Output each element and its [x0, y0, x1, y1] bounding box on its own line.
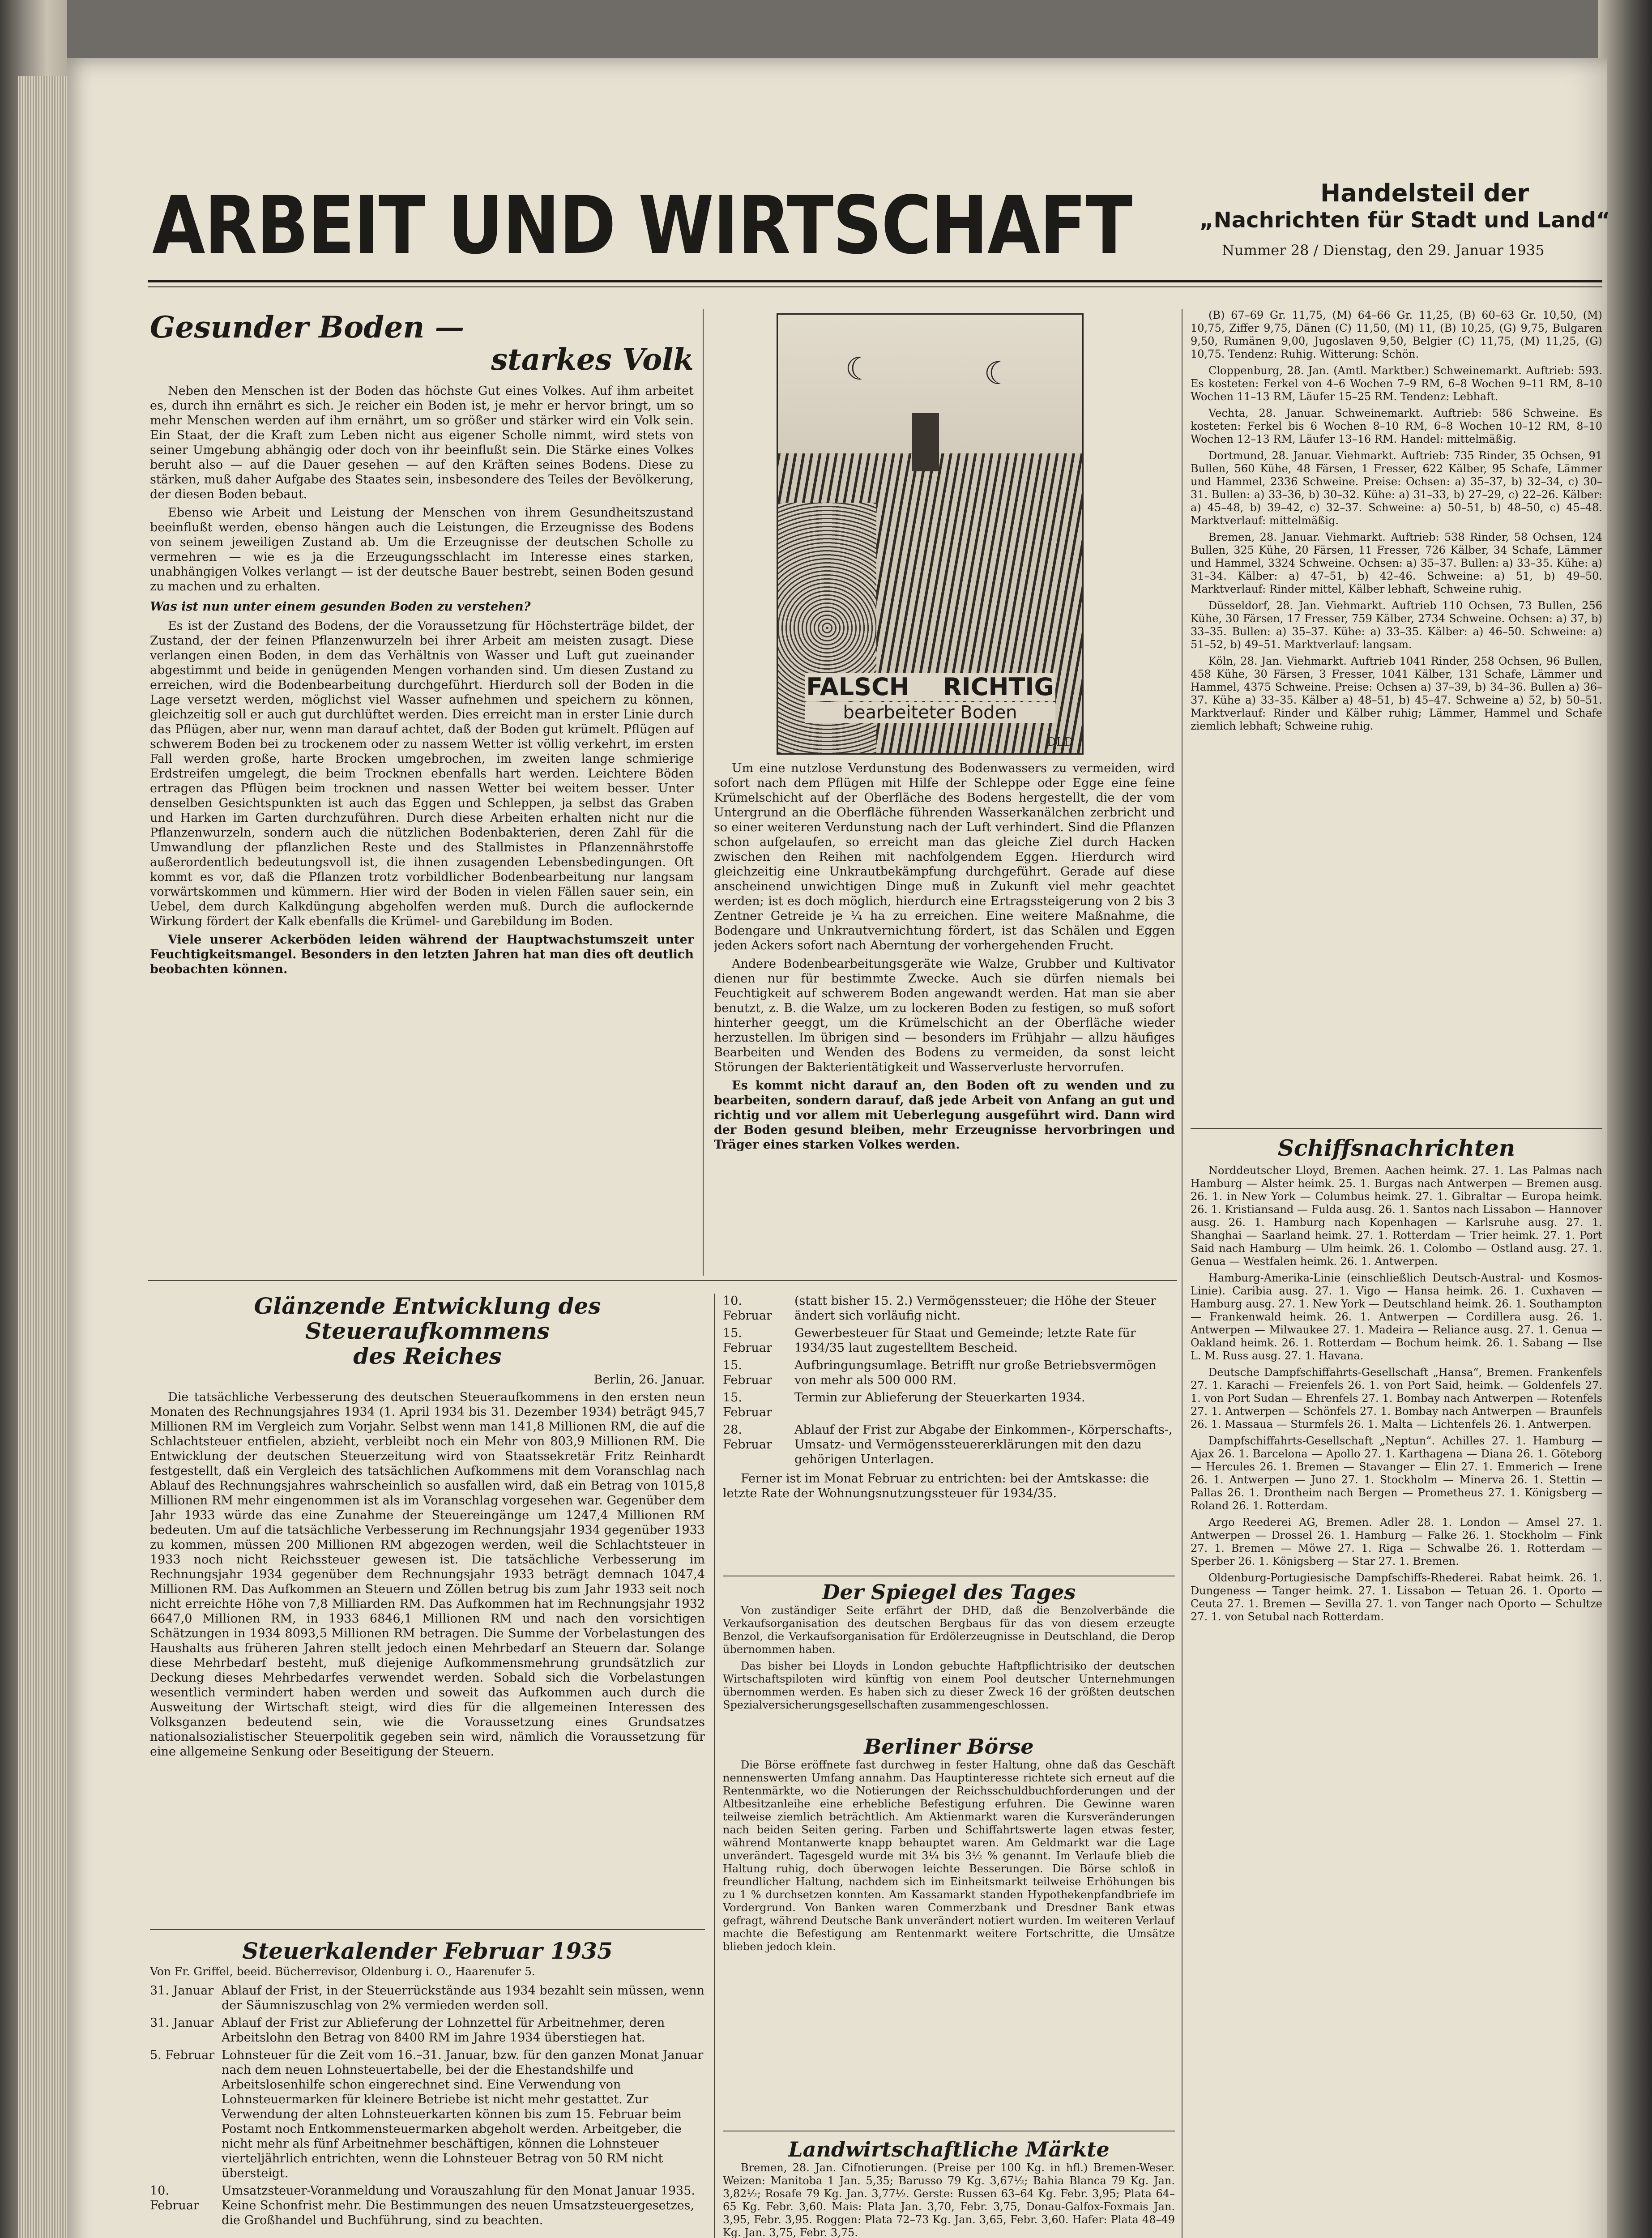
article-steuerkalender: [150, 1938, 705, 2238]
market-report: Dortmund, 28. Januar. Viehmarkt. Auftrieb: 735 Rinder, 35 Ochsen, 91 Bullen, 560 Kühe, 48 Färsen, 1 Fresser, 622 Kälber, 95 Schafe, Lämmer und Hammel, 2336 Schweine. Preise: Ochsen: a) 35–37, b) 32–34, c) 30–31. Bullen: a) 33–36, b) 30–32. Kühe: a) 31–33, b) 27–29, c) 22–26. Kälber: a) 45–48, b) 39–42, c) 32–37. Schweine: a) 50–51, b) 48–50, c) 45–48. Marktverlauf: mittelmäßig.: [1191, 449, 1602, 527]
steuer-paragraph: Die tatsächliche Verbesserung des deutschen Steueraufkommens in den ersten neun Monaten des Rechnungsjahres 1934 (1. April 1934 bis 31. Dezember 1934) beträgt 945,7 Millionen RM im Vergleich zum Vorjahr. Selbst wenn man 141,8 Millionen RM, die auf die Schlachtsteuer entfielen, abzieht, verbleibt noch ein Mehr von 803,9 Millionen RM. Die Entwicklung der deutschen Steuerzeitung wird von Staatssekretär Fritz Reinhardt festgestellt, daß ein Vergleich des tatsächlichen Aufkommens mit dem Voranschlag nach Ablauf des Rechnungsjahres wahrscheinlich so ausfallen wird, daß ein Betrag von 1015,8 Millionen RM mehr eingenommen ist als im Voranschlag vorgesehen war. Gegenüber dem Jahr 1933 würde das eine Zunahme der Steuereingänge um 1247,4 Millionen RM bedeuten. Um auf die tatsächliche Verbesserung im Rechnungsjahr 1934 gegenüber 1933 zu kommen, müssen 200 Millionen RM abgezogen werden, weil die Schlachtsteuer in 1933 noch nicht Reichssteuer gewesen ist. Die tatsächliche Verbesserung im Rechnungsjahr 1934 gegenüber dem Rechnungsjahr 1933 beträgt demnach 1047,4 Millionen RM. Das Aufkommen an Steuern und Zöllen betrug bis zum Jahr 1933 seit noch nicht erreichte Höhe von 7,8 Milliarden RM. Das Aufkommen hat im Rechnungsjahr 1932 6647,0 Millionen RM, in 1933 6846,1 Millionen RM und nach den vorsichtigen Schätzungen in 1934 8093,5 Millionen RM betragen. Die Summe der Vorbelastungen des Haushalts aus früheren Jahren stellt jedoch einen Mehrbedarf an Steuern dar. Solange diese Mehrbedarf besteht, muß diejenige Aufkommensmehrung grundsätzlich zur Deckung dieses Mehrbedarfes verwendet werden. Sobald sich die Vorbelastungen wesentlich vermindert haben werden und soweit das Aufkommen auch durch die Ausweitung der Wirtschaft steigt, wird dies für die allgemeinen Interessen des Volksganzen bedeutend sein, wie die Voraussetzung eines Grundsatzes nationalsozialistischer Steuerpolitik gegeben sein wird, nämlich die Voraussetzung für eine allgemeine Senkung oder Beseitigung der Steuern.: [150, 1390, 705, 1759]
kalender-text: Ablauf der Frist zur Abgabe der Einkommen-, Körperschafts-, Umsatz- und Vermögenssteuererklärungen mit den dazu gehörigen Unterlagen.: [794, 1423, 1173, 1466]
market-reports: [1191, 309, 1602, 1123]
kalender-entry: [150, 2183, 705, 2228]
steuer-headline-3: des Reiches: [353, 1343, 502, 1369]
kalender-text: Ablauf der Frist, in der Steuerrückstände aus 1934 bezahlt sein müssen, wenn der Säumniszuschlag von 2% vermieden werden soll.: [222, 1984, 704, 2012]
kalender-date: 15. Februar: [723, 1391, 772, 1419]
kalender-date: 10. Februar: [150, 2184, 199, 2212]
masthead-title: ARBEIT UND WIRTSCHAFT: [152, 179, 1132, 272]
steuer-dateline: Berlin, 26. Januar.: [593, 1373, 705, 1387]
boden-headline-2: starkes Volk: [491, 342, 694, 377]
kalender-entry: [723, 1326, 1175, 1355]
boden-paragraph: Es ist der Zustand des Bodens, der die Voraussetzung für Höchsterträge bildet, der Zustand, der der feinen Pflanzenwurzeln bei ihrer Arbeit am meisten zusagt. Diese verlangen einen Boden, in dem das Verhältnis von Wasser und Luft gut zueinander abgestimmt und beide in genügenden Mengen vorhanden sind. Um diesen Zustand zu erreichen, wird die Bodenbearbeitung durchgeführt. Hierdurch soll der Boden in die Lage versetzt werden, möglichst viel Wasser aufnehmen und speichern zu können, gleichzeitig soll er auch gut durchlüftet werden. Dies erreicht man in erster Linie durch das Pflügen, aber nur, wenn man darauf achtet, daß der Boden gut krümelt. Pflügen auf schwerem Boden bei zu trockenem oder zu nassem Wetter ist völlig verkehrt, im ersten Fall werden große, harte Brocken umgebrochen, im zweiten lange schmierige Erdstreifen umgelegt, die beim Trocknen ebenfalls hart werden. Leichtere Böden ertragen das Pflügen beim trocknen und nassen Wetter bei weitem besser. Unter denselben Gesichtspunkten ist auch das Eggen und Schleppen, ja selbst das Graben und Harken im Garten durchzuführen. Durch diese Arbeiten erhalten nicht nur die Pflanzenwurzeln, sondern auch die nützlichen Bodenbakterien, deren Zahl für die Umwandlung der pflanzlichen Reste und des Stallmistes in Pflanzennährstoffe außerordentlich bedeutungsvoll ist, die ihnen zusagenden Lebensbedingungen. Oft kommt es vor, daß die Pflanzen trotz vorbildlicher Bodenbearbeitung nur langsam vorwärtskommen und kümmern. Hier wird der Boden in vielen Fällen sauer sein, ein Uebel, dem durch Kalkdüngung abgeholfen werden muß. Durch die auflockernde Wirkung fördert der Kalk ebenfalls die Krümel- und Garebildung im Boden.: [150, 619, 694, 928]
section-rule: [150, 1929, 705, 1930]
kalender-date: 10. Februar: [723, 1294, 772, 1323]
kalender-entry: [723, 1294, 1175, 1323]
boden-paragraph: Ebenso wie Arbeit und Leistung der Menschen von ihrem Gesundheitszustand beeinflußt werden, ebenso hängen auch die Leistungen, die Erzeugnisse des Bodens von seinem jeweiligen Zustand ab. Um die Erzeugnisse der deutschen Scholle zu vermehren — wie es ja die Erzeugungsschlacht im Interesse eines starken, unabhängigen Volkes verlangt — ist der deutsche Bauer bestrebt, seinen Boden gesund zu machen und zu erhalten.: [150, 506, 694, 594]
ship-report: Argo Reederei AG, Bremen. Adler 28. 1. London — Amsel 27. 1. Antwerpen — Drossel 26. 1. Hamburg — Falke 26. 1. Stockholm — Fink 27. 1. Bremen — Möwe 27. 1. Riga — Schwalbe 26. 1. Rotterdam — Sperber 26. 1. Königsberg — Star 27. 1. Bremen.: [1191, 1516, 1602, 1567]
issue-line: Nummer 28 / Dienstag, den 29. Januar 1935: [1222, 242, 1545, 259]
kalender-headline: Steuerkalender Februar 1935: [242, 1938, 613, 1964]
spiegel-headline: Der Spiegel des Tages: [822, 1580, 1076, 1604]
boden-paragraph: Andere Bodenbearbeitungsgeräte wie Walze, Grubber und Kultivator dienen nur für bestimmte Zwecke. Auch sie dürfen niemals bei Feuchtigkeit auf schwerem Boden angewandt werden. Hat man sie aber benutzt, z. B. die Walze, um zu lockeren Boden zu festigen, so muß sofort hinterher geeggt, um die Krümelschicht an der Oberfläche wieder herzustellen. Im übrigen sind — besonders im Frühjahr — allzu häufiges Bearbeiten und Wenden des Bodens zu vermeiden, da sonst leicht Störungen der Bakterientätigkeit und Wasserverluste hervorrufen.: [714, 957, 1175, 1074]
article-boerse: [723, 1734, 1175, 2128]
kalender-text: Termin zur Ablieferung der Steuerkarten 1934.: [794, 1391, 1085, 1405]
column-rule: [714, 1294, 715, 2238]
church-icon: [912, 413, 939, 471]
section-rule: [148, 1280, 1177, 1281]
kalender-text: Aufbringungsumlage. Betrifft nur große Betriebsvermögen von mehr als 500 000 RM.: [794, 1358, 1157, 1387]
boden-paragraph: Es kommt nicht darauf an, den Boden oft zu wenden und zu bearbeiten, sondern darauf, daß jede Arbeit von Anfang an gut und richtig und vor allem mit Ueberlegung ausgeführt wird. Dann wird der Boden gesund bleiben, mehr Erzeugnisse hervorbringen und Träger eines starken Volkes werden.: [714, 1079, 1175, 1152]
moon-icon: ☾: [984, 355, 1012, 392]
boden-illustration: [777, 313, 1084, 755]
label-richtig: RICHTIG: [943, 673, 1054, 701]
market-report: Cloppenburg, 28. Jan. (Amtl. Marktber.) Schweinemarkt. Auftrieb: 593. Es kosteten: Ferkel von 4–6 Wochen 7–9 RM, 6–8 Wochen 9–11 RM, 8–10 Wochen 11–13 RM, Läufer 15–25 RM. Tendenz: Lebhaft.: [1191, 364, 1602, 403]
section-rule: [1191, 1128, 1602, 1129]
masthead-rule-thin: [148, 286, 1602, 287]
kalender-entry: [150, 2016, 705, 2045]
kalender-text: Lohnsteuer für die Zeit vom 16.–31. Januar, bzw. für den ganzen Monat Januar nach dem neuen Lohnsteuertabelle, bei der die Ehestandshilfe und Arbeitslosenhilfe schon eingerechnet sind. Eine Verwendung von Lohnsteuermarken für kleinere Betriebe ist nicht mehr gestattet. Zur Verwendung der alten Lohnsteuerkarten können bis zum 15. Februar beim Postamt noch Entkommensteuermarken abgeholt werden. Arbeitgeber, die nicht mehr als fünf Arbeitnehmer beschäftigen, können die Lohnsteuer vierteljährlich entrichten, wenn die Lohnsteuer Betrag von 50 RM nicht übersteigt.: [222, 2048, 704, 2180]
boden-paragraph: Um eine nutzlose Verdunstung des Bodenwassers zu vermeiden, wird sofort nach dem Pflügen mit Hilfe der Schleppe oder Egge eine feine Krümelschicht auf der Oberfläche des Bodens hergestellt, die der vom Untergrund an die Oberfläche führenden Wasserkanälchen zerbricht und so einer weiteren Verdunstung nach der Luft verhindert. Sind die Pflanzen schon aufgelaufen, so erreicht man das gleiche Ziel durch Hacken zwischen den Reihen mit nachfolgendem Eggen. Hierdurch wird gleichzeitig eine Unkrautbekämpfung durchgeführt. Gerade auf diese anscheinend unwichtigen Dinge muß in Zukunft viel mehr geachtet werden; ist es doch möglich, hierdurch eine Ertragssteigerung von 2 bis 3 Zentner Getreide je ¼ ha zu erreichen. Eine weitere Maßnahme, die Bodengare und Unkrautvernichtung fördert, ist das Schälen und Eggen jeden Ackers sofort nach Aberntung der vorhergehenden Frucht.: [714, 761, 1175, 952]
market-report: Bremen, 28. Januar. Viehmarkt. Auftrieb: 538 Rinder, 58 Ochsen, 124 Bullen, 325 Kühe, 20 Färsen, 11 Fresser, 726 Kälber, 34 Schafe, Lämmer und Hammel, 3324 Schweine. Ochsen: a) 35–37. Bullen: a) 33–35. Kühe: a) 31–34. Kälber: a) 47–51, b) 42–46. Schweine: a) 51, b) 49–50. Marktverlauf: Rinder mittel, Kälber lebhaft, Schweine ruhig.: [1191, 531, 1602, 595]
article-boden-col1: [150, 311, 694, 1273]
market-report: Köln, 28. Jan. Viehmarkt. Auftrieb 1041 Rinder, 258 Ochsen, 96 Bullen, 458 Kühe, 30 Färsen, 3 Fresser, 1041 Kälber, 131 Schafe, Lämmer und Hammel, 4375 Schweine. Preise: Ochsen a) 37–39, b) 34–36. Bullen a) 36–37. Kühe a) 33–35. Kälber a) 48–51, b) 45–47. Schweine a) 52, b) 50–51. Marktverlauf: Rinder und Kälber ruhig; Lämmer, Hammel und Schafe ziemlich lebhaft; Schweine ruhig.: [1191, 655, 1602, 732]
kalender-date: 28. Februar: [723, 1423, 772, 1452]
kalender-byline: Von Fr. Griffel, beeid. Bücherrevisor, Oldenburg i. O., Haarenufer 5.: [150, 1965, 535, 1978]
boden-paragraph: Neben den Menschen ist der Boden das höchste Gut eines Volkes. Auf ihm arbeitet es, durch ihn ernährt es sich. Je reicher ein Boden ist, je mehr er hervor bringt, um so mehr Menschen werden auf ihm ernährt, um so größer und stärker wird ein Volk sein. Ein Staat, der die Kraft zum Leben nicht aus eigener Scholle nimmt, wird stets von seiner Umgebung abhängig oder doch von ihr beeinflußt sein. Die Stärke eines Volkes beruht also — auf die Dauer gesehen — auf den Kräften seines Bodens. Diese zu stärken, muß daher Aufgabe des Staates sein, insbesondere des Teiles der Bevölkerung, der diesen Boden bebaut.: [150, 384, 694, 501]
kalender-entry: [150, 2048, 705, 2181]
kalender-date: 31. Januar: [150, 1984, 214, 1998]
masthead-handelsteil: Handelsteil der: [1320, 179, 1529, 207]
ship-report: Deutsche Dampfschiffahrts-Gesellschaft „Hansa“, Bremen. Frankenfels 27. 1. Karachi — Freienfels 26. 1. von Port Said, heimk. — Goldenfels 27. 1. von Port Sudan — Ehrenfels 27. 1. Bombay nach Antwerpen — Rotenfels 27. 1. Antwerpen — Schönfels 27. 1. Bombay nach Antwerpen — Braunfels 26. 1. Massaua — Sturmfels 26. 1. Malta — Lichtenfels 26. 1. Antwerpen.: [1191, 1366, 1602, 1431]
kalender-date: 15. Februar: [723, 1358, 772, 1387]
page-stack: [18, 76, 67, 2238]
illustration-label: [805, 673, 1055, 701]
kalender-date: 15. Februar: [723, 1326, 772, 1355]
kalender-text: (statt bisher 15. 2.) Vermögenssteuer; die Höhe der Steuer ändert sich vorläufig nicht.: [794, 1294, 1157, 1323]
market-report: Düsseldorf, 28. Jan. Viehmarkt. Auftrieb 110 Ochsen, 73 Bullen, 256 Kühe, 30 Färsen, 17 Fresser, 759 Kälber, 2734 Schweine. Ochsen: a) 37, b) 33–35. Bullen: a) 35–37. Kühe: a) 33–35. Kälber: a) 46–50. Schweine: a) 51–52, b) 49–51. Marktverlauf: langsam.: [1191, 599, 1602, 651]
moon-icon: ☾: [845, 350, 873, 387]
ship-report: Oldenburg-Portugiesische Dampfschiffs-Rhederei. Rabat heimk. 26. 1. Dungeness — Tanger heimk. 27. 1. Lissabon — Tetuan 26. 1. Oporto — Ceuta 27. 1. Bremen — Sevilla 27. 1. von Tanger nach Oporto — Schultze 27. 1. von Setubal nach Rotterdam.: [1191, 1572, 1602, 1623]
masthead-rule: [148, 280, 1602, 282]
kalender-text: Umsatzsteuer-Voranmeldung und Vorauszahlung für den Monat Januar 1935. Keine Schonfrist mehr. Die Bestimmungen des neuen Umsatzsteuergesetzes, die Großhandel und Buchführung, sind zu beachten.: [222, 2184, 695, 2227]
article-schiffsnachrichten: [1191, 1135, 1602, 2238]
illustration-caption: bearbeiteter Boden: [805, 702, 1055, 723]
boerse-headline: Berliner Börse: [864, 1734, 1034, 1759]
market-report: (B) 67–69 Gr. 11,75, (M) 64–66 Gr. 11,25, (B) 60–63 Gr. 10,50, (M) 10,75, Ziffer 9,75, Dänen (C) 11,50, (M) 11, (B) 10,25, (G) 9,75, Bulgaren 9,50, Rumänen 9,00, Jugoslaven 9,50, Belgier (C) 11,75, (M) 11,25, (G) 10,75. Tendenz: Ruhig. Witterung: Schön.: [1191, 309, 1602, 360]
maerkte-paragraph: Bremen, 28. Jan. Cifnotierungen. (Preise per 100 Kg. in hfl.) Bremen-Weser. Weizen: Manitoba 1 Jan. 5,35; Barusso 79 Kg. 3,67½; Bahia Blanca 79 Kg. Jan. 3,82½; Rosafe 79 Kg. Jan. 3,77½. Gerste: Russen 63–64 Kg. Febr. 3,95; Plata 64–65 Kg. Febr. 3,60. Mais: Plata Jan. 3,70, Febr. 3,75, Donau-Galfox-Foxmais Jan. 3,95, Febr. 3,95. Roggen: Plata 72–73 Kg. Jan. 3,65, Febr. 3,60. Hafer: Plata 48–49 Kg. Jan. 3,75, Febr. 3,75.: [723, 2161, 1175, 2238]
kalender-entry: [723, 1358, 1175, 1388]
kalender-date: 5. Februar: [150, 2048, 215, 2062]
spiegel-paragraph: Von zuständiger Seite erfährt der DHD, daß die Benzolverbände die Verkaufsorganisation des deutschen Bergbaus für das von diesem erzeugte Benzol, die Verkaufsorganisation für Erdölerzeugnisse in Deutschland, die Derop übernommen haben.: [723, 1604, 1175, 1656]
boden-paragraph: Viele unserer Ackerböden leiden während der Hauptwachstumszeit unter Feuchtigkeitsmangel. Besonders in den letzten Jahren hat man dies oft deutlich beobachten können.: [150, 933, 694, 976]
spiegel-paragraph: Das bisher bei Lloyds in London gebuchte Haftpflichtrisiko der deutschen Wirtschaftspiloten wird künftig von einem Pool deutscher Unternehmungen übernommen werden. Es haben sich zu dieser Zweck 16 der größten deutschen Spezialversicherungsgesellschaften zusammengeschlossen.: [723, 1660, 1175, 1711]
boerse-paragraph: Die Börse eröffnete fast durchweg in fester Haltung, ohne daß das Geschäft nennenswerten Umfang annahm. Das Hauptinteresse richtete sich erneut auf die Rentenmärkte, wo die Notierungen der Reichsschuldbuchforderungen und der Altbesitzanleihe eine erhebliche Befestigung erfuhren. Die Gewinne waren teilweise ziemlich beträchtlich. Am Aktienmarkt waren die Kursveränderungen nach beiden Seiten gering. Farben und Schiffahrtswerte lagen etwas fester, während Montanwerte knapp behauptet waren. Am Geldmarkt war die Lage unverändert. Tagesgeld wurde mit 3¼ bis 3½ % genannt. Im Verlaufe blieb die Haltung ruhig, doch überwogen leichte Besserungen. Die Börse schloß in freundlicher Haltung, nachdem sich im Einheitsmarkt teilweise Erhöhungen bis zu 1 % durchsetzen konnten. Am Kassamarkt standen Hypothekenpfandbriefe im Vordergrund. Von Banken waren Commerzbank und Dresdner Bank etwas gefragt, während Deutsche Bank unverändert notiert wurden. Im weiteren Verlauf machte die Befestigung am Rentenmarkt weitere Fortschritte, die Umsätze blieben jedoch klein.: [723, 1759, 1175, 1953]
column-rule: [703, 309, 704, 1276]
article-boden-col2: [714, 761, 1175, 1276]
kalender-ferner: Ferner ist im Monat Februar zu entrichten: bei der Amtskasse: die letzte Rate der Wohnungsnutzungssteuer für 1934/35.: [723, 1472, 1149, 1500]
label-falsch: FALSCH: [806, 673, 909, 701]
steuer-headline-1: Glänzende Entwicklung des: [254, 1294, 601, 1319]
kalender-date: 31. Januar: [150, 2016, 214, 2030]
article-maerkte: [723, 2137, 1175, 2238]
kalender-list: [150, 1983, 705, 2228]
article-spiegel: [723, 1580, 1175, 1728]
ship-report: Hamburg-Amerika-Linie (einschließlich Deutsch-Austral- und Kosmos-Linie). Caribia ausg. 27. 1. Vigo — Hansa heimk. 26. 1. Cuxhaven — Hamburg ausg. 27. 1. New York — Deutschland heimk. 26. 1. Southampton — Frankenwald heimk. 26. 1. Antwerpen — Cordillera ausg. 26. 1. Antwerpen — Milwaukee 27. 1. Madeira — Reliance ausg. 27. 1. Genua — Oakland heimk. 26. 1. Rotterdam — Bochum heimk. 26. 1. Sabang — Ilse L. M. Russ ausg. 27. 1. Havana.: [1191, 1272, 1602, 1362]
boden-headline-1: Gesunder Boden —: [150, 311, 465, 345]
ship-report: Norddeutscher Lloyd, Bremen. Aachen heimk. 27. 1. Las Palmas nach Hamburg — Alster heimk. 25. 1. Burgas nach Antwerpen — Bremen ausg. 26. 1. in New York — Columbus heimk. 27. 1. Gibraltar — Europa heimk. 26. 1. Kristiansand — Fulda ausg. 26. 1. Santos nach Lissabon — Hannover ausg. 26. 1. Hamburg nach Kopenhagen — Karlsruhe ausg. 27. 1. Shanghai — Saarland heimk. 27. 1. Rotterdam — Trier heimk. 27. 1. Port Said nach Hamburg — Ulm heimk. 26. 1. Colombo — Ostland ausg. 27. 1. Genua — Westfalen heimk. 26. 1. Antwerpen.: [1191, 1164, 1602, 1268]
article-steuer: [150, 1294, 705, 1925]
kalender-continued: [723, 1294, 1175, 1571]
newspaper-page: [67, 58, 1610, 2238]
kalender-entry: [723, 1422, 1175, 1467]
kalender-text: Gewerbesteuer für Staat und Gemeinde; letzte Rate für 1934/35 laut zugestelltem Bescheid.: [794, 1326, 1136, 1355]
ship-report: Dampfschiffahrts-Gesellschaft „Neptun“. Achilles 27. 1. Hamburg — Ajax 26. 1. Barcelona — Apollo 27. 1. Karthagena — Diana 26. 1. Göteborg — Hercules 26. 1. Bremen — Stavanger — Elin 27. 1. Emmerich — Irene 26. 1. Antwerpen — Juno 27. 1. Stockholm — Minerva 26. 1. Stettin — Pallas 26. 1. Drontheim nach Bergen — Prometheus 27. 1. Königsberg — Roland 26. 1. Rotterdam.: [1191, 1435, 1602, 1512]
steuer-headline-2: Steueraufkommens: [305, 1318, 550, 1344]
boden-subheading: Was ist nun unter einem gesunden Boden zu verstehen?: [150, 600, 531, 614]
kalender-entry: [723, 1390, 1175, 1420]
market-report: Vechta, 28. Januar. Schweinemarkt. Auftrieb: 586 Schweine. Es kosteten: Ferkel bis 6 Wochen 8–10 RM, 6–8 Wochen 10–12 RM, 8–10 Wochen 12–13 RM, Läufer 13–16 RM. Handel: mittelmäßig.: [1191, 407, 1602, 445]
illustration-signature: DLD: [1047, 735, 1073, 749]
kalender-text: Ablauf der Frist zur Ablieferung der Lohnzettel für Arbeitnehmer, deren Arbeitslohn den Betrag von 8400 RM im Jahre 1934 überstiegen hat.: [222, 2016, 665, 2045]
kalender-list: [723, 1294, 1175, 1467]
kalender-entry: [150, 1983, 705, 2013]
maerkte-headline: Landwirtschaftliche Märkte: [788, 2137, 1110, 2161]
schiffs-headline: Schiffsnachrichten: [1277, 1135, 1515, 1161]
masthead-nachrichten: „Nachrichten für Stadt und Land“: [1200, 208, 1610, 233]
